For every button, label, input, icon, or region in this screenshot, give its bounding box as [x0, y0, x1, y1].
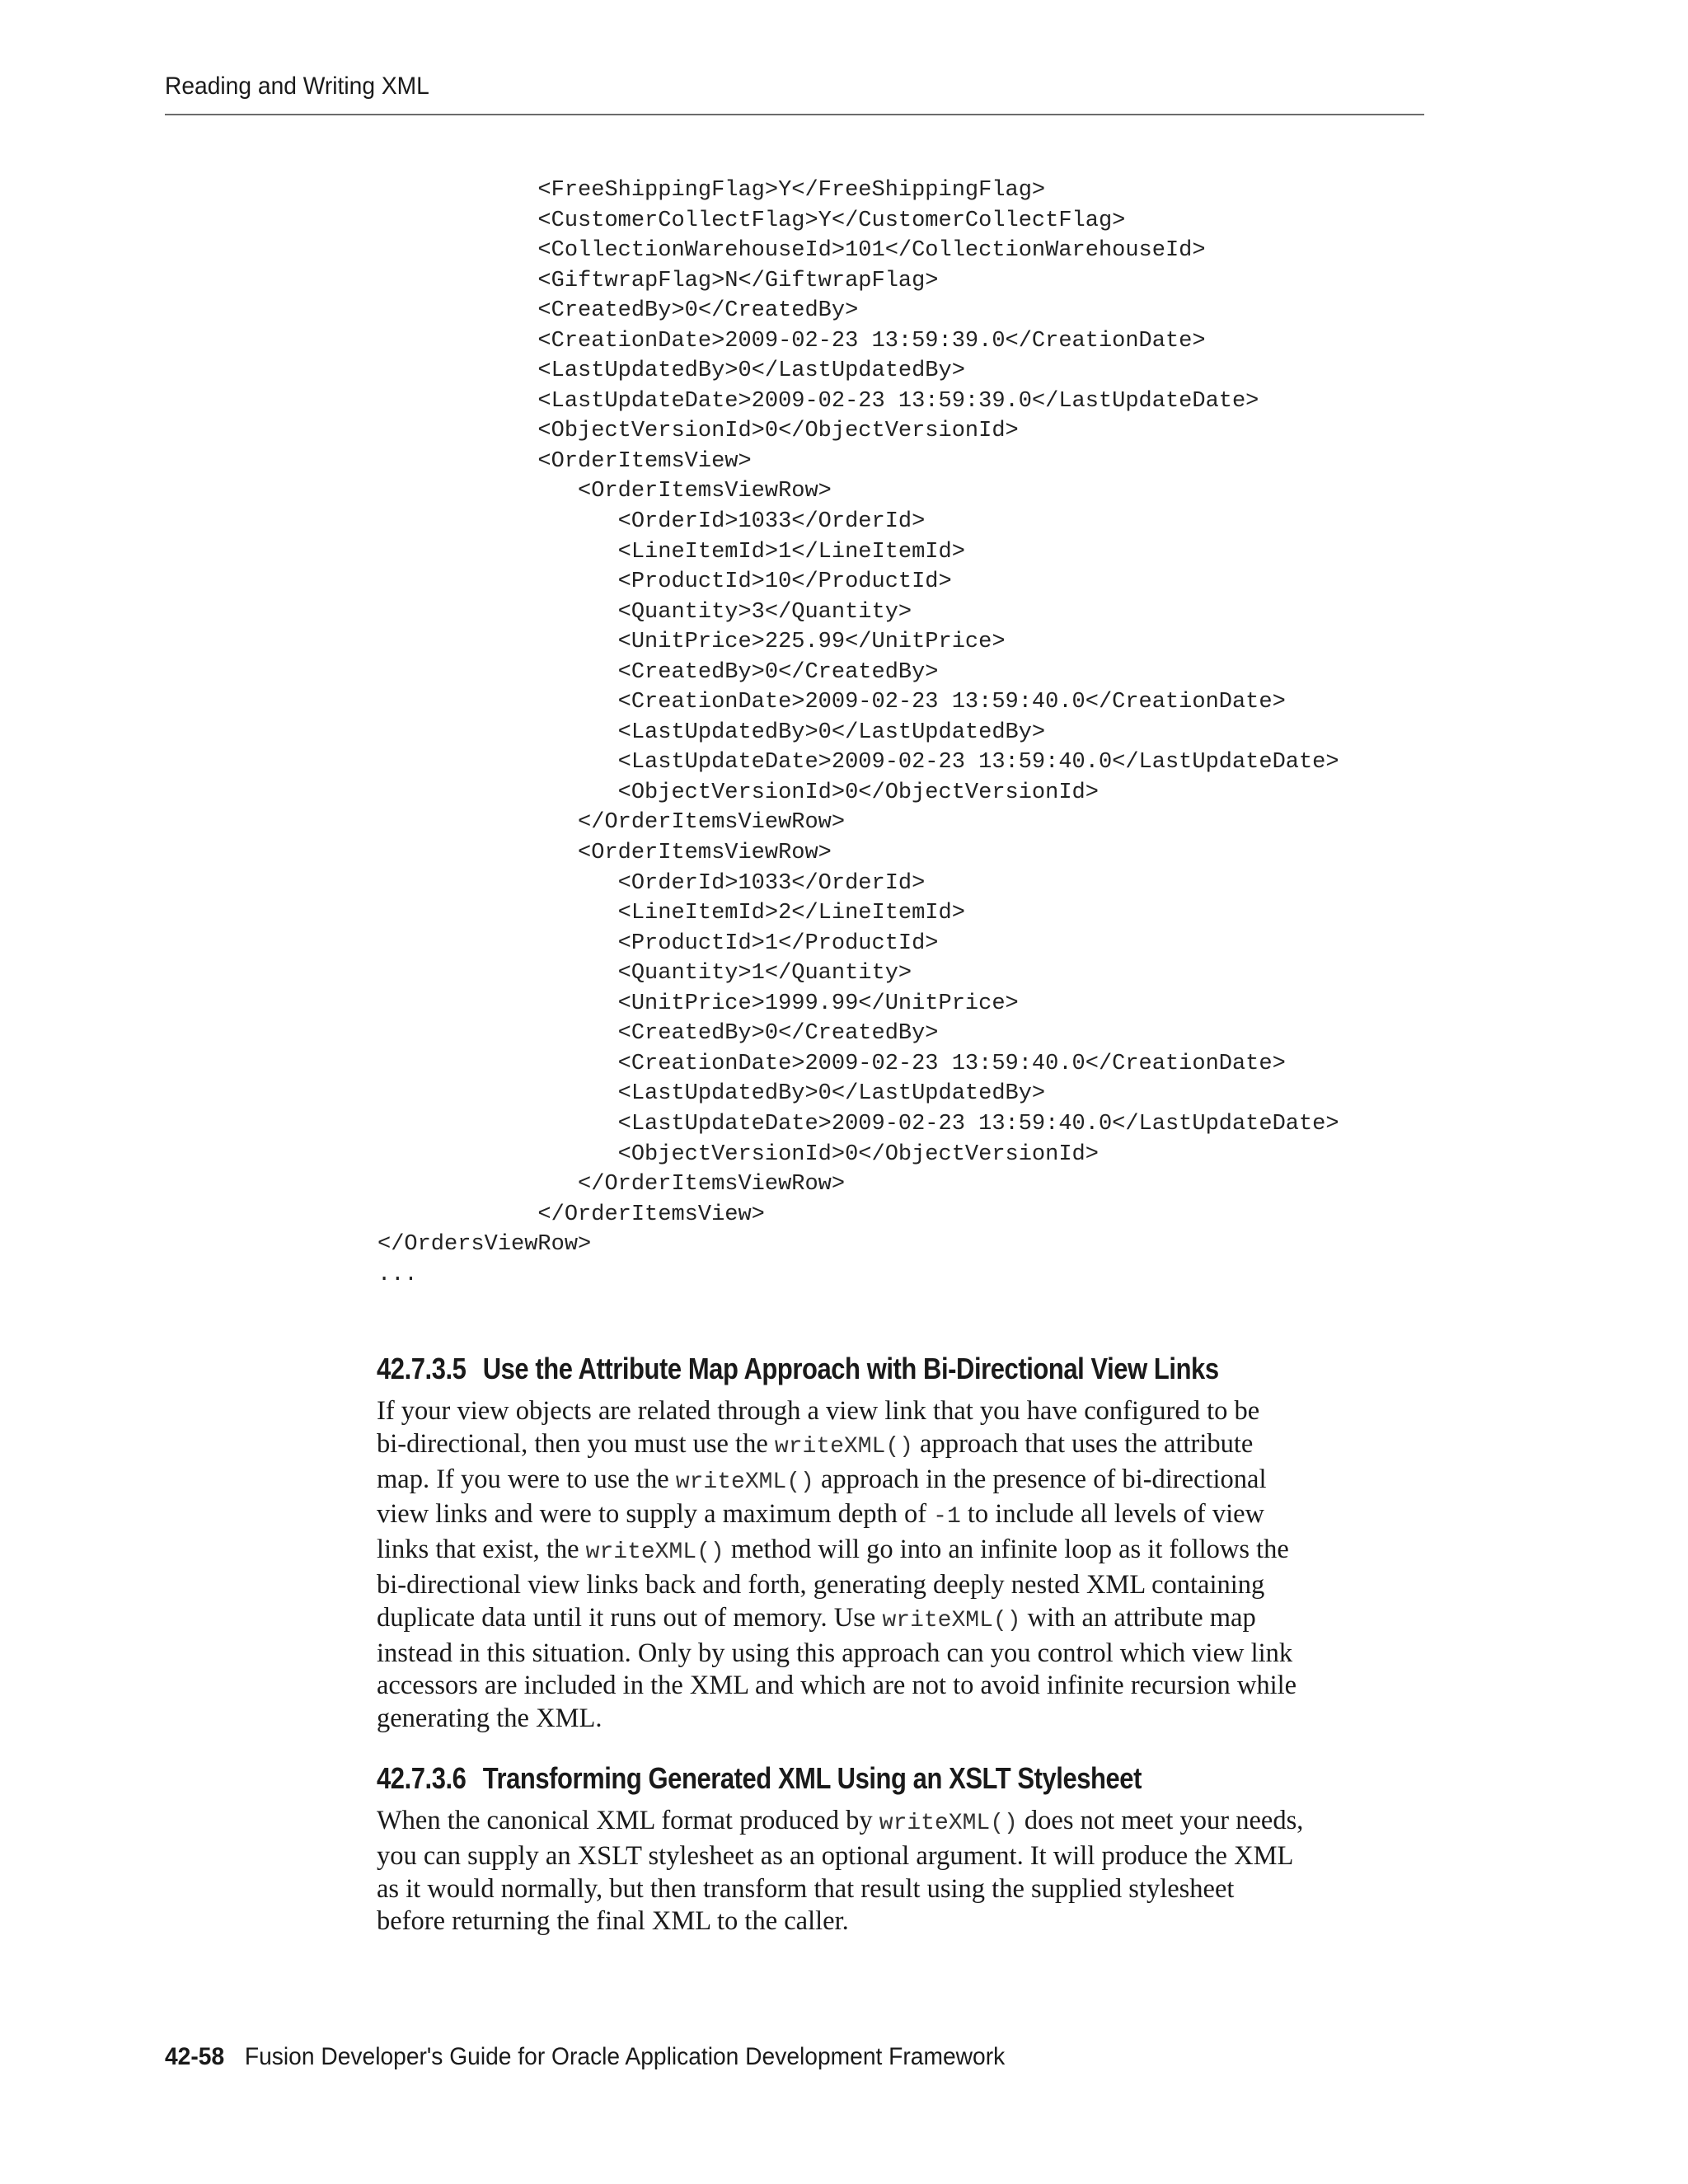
code-line: <LastUpdatedBy>0</LastUpdatedBy> [377, 719, 1046, 745]
page-footer [165, 2043, 1005, 2071]
code-line: <UnitPrice>1999.99</UnitPrice> [377, 991, 1019, 1016]
code-line: <CreationDate>2009-02-23 13:59:39.0</CreationDate> [377, 328, 1206, 354]
inline-code: writeXML() [774, 1433, 913, 1460]
text-run: bi-directional, then you must use the [377, 1428, 775, 1459]
paragraph-line [377, 1840, 1432, 1873]
text-run: view links and were to supply a maximum depth of [377, 1499, 934, 1530]
code-line: <LineItemId>1</LineItemId> [377, 539, 965, 565]
text-run: instead in this situation. Only by using this approach can you control which view link [377, 1638, 1293, 1668]
paragraph-line [377, 1905, 1432, 1938]
code-line: <OrderId>1033</OrderId> [377, 870, 926, 896]
code-line: ... [377, 1262, 418, 1287]
text-run: If your view objects are related through a view link that you have configured to be [377, 1396, 1260, 1426]
section-heading-xslt [377, 1761, 1142, 1796]
code-line: <Quantity>1</Quantity> [377, 961, 912, 987]
paragraph-xslt [377, 1805, 1432, 1938]
text-run: bi-directional view links back and forth, generating deeply nested XML containing [377, 1569, 1265, 1600]
code-line: <CreatedBy>0</CreatedBy> [377, 298, 859, 324]
text-run: approach that uses the attribute [912, 1428, 1254, 1459]
code-line: <CreatedBy>0</CreatedBy> [377, 659, 939, 685]
code-line: <OrderItemsViewRow> [377, 479, 832, 504]
paragraph-line [377, 1670, 1432, 1703]
code-line: <LastUpdateDate>2009-02-23 13:59:40.0</LastUpdateDate> [377, 1111, 1339, 1137]
text-run: approach in the presence of bi-directional [814, 1464, 1267, 1494]
text-run: with an attribute map [1020, 1602, 1256, 1633]
section-number: 42.7.3.6 [377, 1761, 467, 1795]
text-run: accessors are included in the XML and which are not to avoid infinite recursion while [377, 1671, 1297, 1701]
text-run: generating the XML. [377, 1704, 603, 1734]
section-heading-attribute-map [377, 1352, 1219, 1386]
paragraph-line [377, 1464, 1432, 1499]
page-number: 42-58 [165, 2043, 225, 2070]
code-line: <LastUpdateDate>2009-02-23 13:59:39.0</LastUpdateDate> [377, 388, 1259, 414]
code-line: <CreationDate>2009-02-23 13:59:40.0</CreationDate> [377, 690, 1286, 715]
paragraph-line [377, 1395, 1432, 1428]
code-line: <ObjectVersionId>0</ObjectVersionId> [377, 780, 1099, 805]
header-divider [165, 114, 1424, 115]
inline-code: writeXML() [882, 1607, 1021, 1633]
paragraph-line [377, 1703, 1432, 1736]
inline-code: writeXML() [675, 1469, 814, 1495]
text-run: When the canonical XML format produced by [377, 1806, 879, 1835]
inline-code: writeXML() [585, 1540, 724, 1566]
code-line: <ProductId>1</ProductId> [377, 930, 939, 956]
paragraph-line [377, 1638, 1432, 1671]
code-line: <GiftwrapFlag>N</GiftwrapFlag> [377, 268, 939, 293]
code-line: <OrderId>1033</OrderId> [377, 509, 926, 535]
code-line: <LineItemId>2</LineItemId> [377, 901, 965, 926]
code-line: <ObjectVersionId>0</ObjectVersionId> [377, 1141, 1099, 1167]
text-run: to include all levels of view [960, 1499, 1264, 1530]
code-line: <UnitPrice>225.99</UnitPrice> [377, 630, 1006, 655]
text-run: duplicate data until it runs out of memory. Use [377, 1602, 883, 1633]
paragraph-line [377, 1428, 1432, 1464]
text-run: links that exist, the [377, 1535, 586, 1565]
text-run: you can supply an XSLT stylesheet as an optional argument. It will produce the XML [377, 1840, 1294, 1871]
code-line: <CustomerCollectFlag>Y</CustomerCollectFlag> [377, 208, 1126, 233]
code-line: <OrderItemsView> [377, 448, 752, 474]
section-title: Transforming Generated XML Using an XSLT Stylesheet [482, 1761, 1142, 1795]
section-title: Use the Attribute Map Approach with Bi-Directional View Links [482, 1352, 1219, 1385]
paragraph-line [377, 1569, 1432, 1602]
code-line: <ProductId>10</ProductId> [377, 569, 952, 595]
text-run: method will go into an infinite loop as it follows the [724, 1535, 1289, 1565]
inline-code: -1 [933, 1504, 961, 1530]
paragraph-line [377, 1498, 1432, 1534]
inline-code: writeXML() [879, 1811, 1018, 1836]
code-line: <CreatedBy>0</CreatedBy> [377, 1021, 939, 1047]
code-line: <CreationDate>2009-02-23 13:59:40.0</CreationDate> [377, 1051, 1286, 1076]
book-title: Fusion Developer's Guide for Oracle Application Development Framework [244, 2043, 1006, 2070]
code-line: </OrderItemsViewRow> [377, 810, 846, 836]
section-number: 42.7.3.5 [377, 1352, 467, 1385]
text-run: map. If you were to use the [377, 1464, 676, 1494]
code-line: <LastUpdatedBy>0</LastUpdatedBy> [377, 359, 965, 384]
running-header: Reading and Writing XML [165, 73, 429, 100]
xml-code-listing [377, 176, 1339, 1290]
text-run: does not meet your needs, [1017, 1806, 1304, 1835]
code-line: <LastUpdatedBy>0</LastUpdatedBy> [377, 1081, 1046, 1107]
paragraph-line [377, 1805, 1432, 1840]
paragraph-line [377, 1534, 1432, 1569]
paragraph-line [377, 1602, 1432, 1638]
code-line: <FreeShippingFlag>Y</FreeShippingFlag> [377, 178, 1046, 203]
paragraph-line [377, 1873, 1432, 1906]
text-run: before returning the final XML to the caller. [377, 1906, 849, 1937]
code-line: </OrderItemsView> [377, 1202, 765, 1227]
paragraph-attribute-map [377, 1395, 1432, 1736]
code-line: <LastUpdateDate>2009-02-23 13:59:40.0</LastUpdateDate> [377, 750, 1339, 776]
code-line: </OrderItemsViewRow> [377, 1172, 846, 1197]
code-line: </OrdersViewRow> [377, 1232, 592, 1258]
code-line: <OrderItemsViewRow> [377, 841, 832, 866]
code-line: <ObjectVersionId>0</ObjectVersionId> [377, 419, 1019, 444]
code-line: <Quantity>3</Quantity> [377, 599, 912, 625]
text-run: as it would normally, but then transform that result using the supplied stylesheet [377, 1873, 1235, 1904]
code-line: <CollectionWarehouseId>101</CollectionWarehouseId> [377, 238, 1206, 264]
